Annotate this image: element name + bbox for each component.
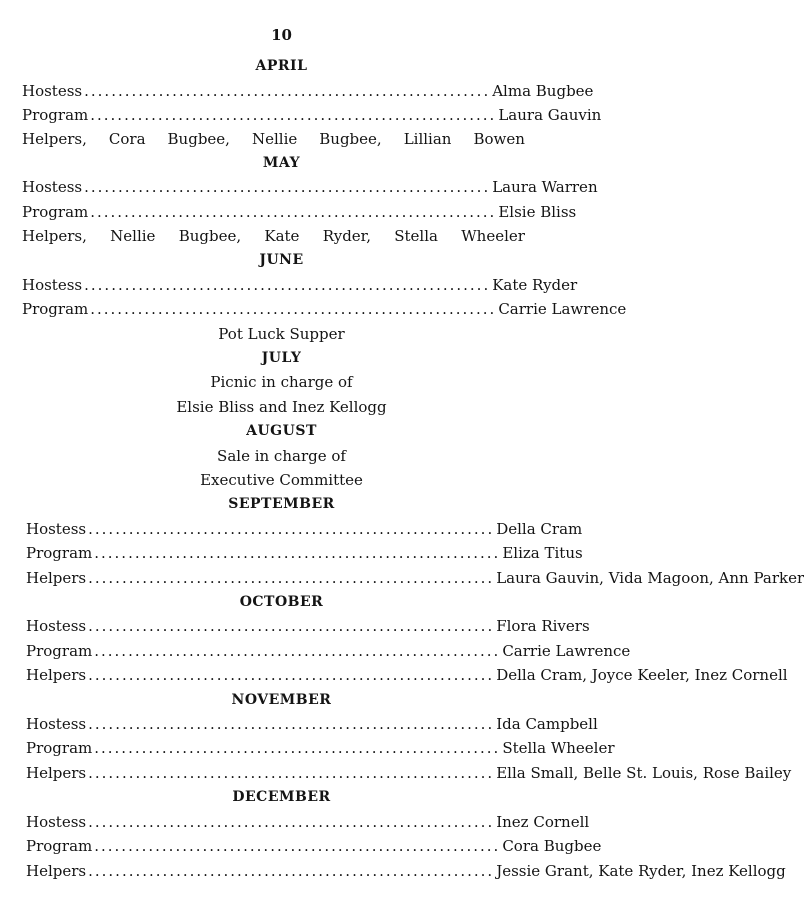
dot-leader: ............................................................ (84, 82, 491, 100)
helpers-word: Helpers, (22, 227, 87, 245)
dot-leader: ............................................................ (94, 544, 501, 562)
helpers-label: Helpers (26, 764, 87, 782)
dot-leader: ............................................................ (88, 715, 495, 733)
helpers-word: Bugbee, (178, 227, 242, 245)
helpers-names: Ella Small, Belle St. Louis, Rose Bailey (496, 764, 792, 782)
august-line-2: Executive Committee (200, 471, 363, 489)
hostess-name: Inez Cornell (496, 813, 590, 831)
month-heading-july: JULY (261, 350, 302, 366)
helpers-word: Lillian (403, 130, 452, 148)
dot-leader: ............................................................ (88, 666, 495, 684)
hostess-label: Hostess (26, 617, 87, 635)
helpers-word: Nellie (110, 227, 156, 245)
month-heading-june: JUNE (259, 252, 304, 268)
helpers-row-november (26, 761, 792, 785)
dot-leader: ............................................................ (90, 300, 497, 318)
month-heading-october: OCTOBER (239, 594, 324, 610)
hostess-name: Flora Rivers (496, 617, 590, 635)
helpers-row-september (26, 566, 804, 590)
helpers-word: Stella (394, 227, 438, 245)
hostess-label: Hostess (26, 715, 87, 733)
july-line-1: Picnic in charge of (210, 373, 353, 391)
dot-leader: ............................................................ (84, 178, 491, 196)
program-label: Program (26, 837, 93, 855)
program-row-november (26, 736, 615, 760)
hostess-label: Hostess (22, 178, 83, 196)
helpers-word: Wheeler (461, 227, 525, 245)
helpers-word: Helpers, (22, 130, 87, 148)
helpers-row-october (26, 663, 788, 687)
program-row-october (26, 639, 631, 663)
helpers-row-may (22, 224, 525, 248)
program-name: Eliza Titus (502, 544, 583, 562)
month-heading-may: MAY (262, 155, 301, 171)
program-label: Program (26, 544, 93, 562)
dot-leader: ............................................................ (88, 617, 495, 635)
hostess-row-april (22, 79, 594, 103)
helpers-names: Jessie Grant, Kate Ryder, Inez Kellogg (496, 862, 786, 880)
program-label: Program (22, 106, 89, 124)
hostess-row-june (22, 273, 578, 297)
dot-leader: ............................................................ (94, 642, 501, 660)
hostess-label: Hostess (26, 520, 87, 538)
hostess-label: Hostess (22, 276, 83, 294)
program-name: Carrie Lawrence (498, 300, 627, 318)
helpers-row-december (26, 859, 786, 883)
dot-leader: ............................................................ (88, 813, 495, 831)
dot-leader: ............................................................ (84, 276, 491, 294)
program-name: Elsie Bliss (498, 203, 577, 221)
august-line-1: Sale in charge of (217, 447, 346, 465)
helpers-word: Kate (264, 227, 300, 245)
hostess-name: Ida Campbell (496, 715, 598, 733)
program-name: Carrie Lawrence (502, 642, 631, 660)
hostess-row-october (26, 614, 590, 638)
helpers-label: Helpers (26, 666, 87, 684)
program-name: Cora Bugbee (502, 837, 602, 855)
program-row-december (26, 834, 602, 858)
dot-leader: ............................................................ (90, 106, 497, 124)
hostess-row-november (26, 712, 598, 736)
helpers-word: Bugbee, (167, 130, 230, 148)
month-heading-december: DECEMBER (232, 789, 331, 805)
program-label: Program (26, 739, 93, 757)
program-name: Stella Wheeler (502, 739, 615, 757)
hostess-row-december (26, 810, 590, 834)
helpers-word: Nellie (251, 130, 298, 148)
helpers-word: Ryder, (322, 227, 371, 245)
dot-leader: ............................................................ (94, 837, 501, 855)
hostess-label: Hostess (26, 813, 87, 831)
hostess-name: Alma Bugbee (492, 82, 594, 100)
program-label: Program (22, 203, 89, 221)
dot-leader: ............................................................ (88, 520, 495, 538)
helpers-label: Helpers (26, 862, 87, 880)
program-row-april (22, 103, 602, 127)
hostess-name: Kate Ryder (492, 276, 578, 294)
helpers-word: Cora (108, 130, 146, 148)
month-heading-april: APRIL (255, 58, 308, 74)
helpers-names: Laura Gauvin, Vida Magoon, Ann Parker (496, 569, 804, 587)
hostess-row-may (22, 175, 598, 199)
july-line-2: Elsie Bliss and Inez Kellogg (176, 398, 387, 416)
helpers-word: Bowen (473, 130, 525, 148)
hostess-name: Della Cram (496, 520, 583, 538)
hostess-label: Hostess (22, 82, 83, 100)
dot-leader: ............................................................ (88, 764, 495, 782)
month-heading-november: NOVEMBER (231, 692, 332, 708)
helpers-row-april (22, 127, 525, 151)
dot-leader: ............................................................ (88, 862, 495, 880)
dot-leader: ............................................................ (94, 739, 501, 757)
helpers-names: Della Cram, Joyce Keeler, Inez Cornell (496, 666, 788, 684)
month-heading-august: AUGUST (246, 423, 317, 439)
hostess-row-september (26, 517, 583, 541)
program-name: Laura Gauvin (498, 106, 602, 124)
helpers-word: Bugbee, (319, 130, 382, 148)
hostess-name: Laura Warren (492, 178, 598, 196)
program-label: Program (26, 642, 93, 660)
helpers-label: Helpers (26, 569, 87, 587)
program-row-september (26, 541, 583, 565)
program-label: Program (22, 300, 89, 318)
program-row-may (22, 200, 577, 224)
page-number: 10 (271, 26, 292, 44)
month-heading-september: SEPTEMBER (228, 496, 335, 512)
dot-leader: ............................................................ (88, 569, 495, 587)
program-row-june (22, 297, 627, 321)
dot-leader: ............................................................ (90, 203, 497, 221)
june-note: Pot Luck Supper (218, 325, 345, 343)
